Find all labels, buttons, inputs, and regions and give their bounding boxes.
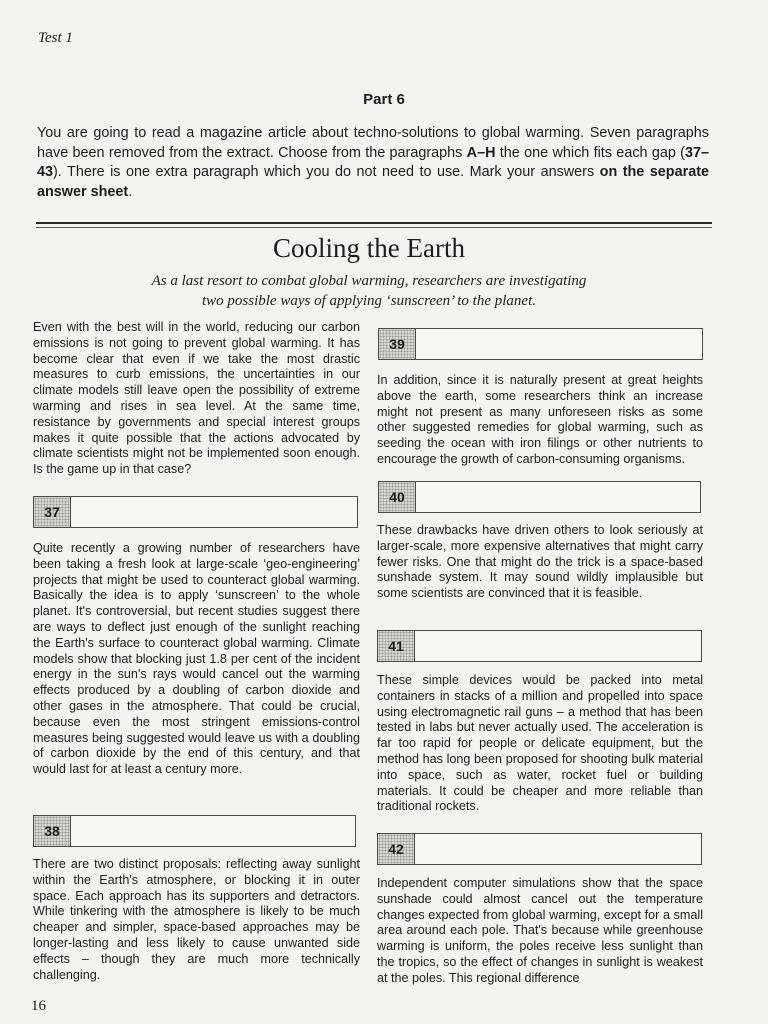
answer-gap-42[interactable] <box>377 833 702 865</box>
paragraph-range: A–H <box>466 144 496 161</box>
gap-number: 38 <box>34 816 71 846</box>
article-column-left <box>33 320 360 478</box>
article-paragraph: In addition, since it is naturally present at great heights above the earth, some researchers think an increase might not present as many unforeseen risks as some other suggested remedies for global warming, such as seeding the ocean with iron filings or other nutrients to encourage the growth of carbon-consuming organisms. <box>377 373 703 466</box>
article-paragraph: Even with the best will in the world, reducing our carbon emissions is not going to prevent global warming. It has become clear that even if we take the most drastic measures to curb emissions, the uncertainties in our climate models still leave open the possibility of extreme warming and rises in sea level. At the same time, resistance by governments and special interest groups makes it quite possible that the actions advocated by climate scientists might not be implemented soon enough. Is the game up in that case? <box>33 320 360 477</box>
answer-gap-38[interactable] <box>33 815 356 847</box>
answer-sheet-note: on the separate answer sheet <box>37 164 709 200</box>
answer-gap-41[interactable] <box>377 630 702 662</box>
article-column-right <box>377 673 703 815</box>
article-paragraph: Independent computer simulations show that the space sunshade could almost cancel out the temperature changes expected from global warming, except for a small area around each pole. That's because while greenhouse warming is uniform, the poles receive less sunlight than the tropics, so the effect of changes in sunlight is weakest at the poles. This regional difference <box>377 876 703 985</box>
standfirst-line: two possible ways of applying ‘sunscreen’ to the planet. <box>202 293 536 309</box>
article-paragraph: There are two distinct proposals: reflecting away sunlight within the Earth's atmosphere, or blocking it in outer space. Each approach has its supporters and detractors. While tinkering with the atmosphere is likely to be much cheaper and simpler, space-based approaches may be longer-lasting and less likely to cause unwanted side effects – though they are much more technically challenging. <box>33 857 360 982</box>
gap-number: 40 <box>379 482 416 512</box>
instructions-text: . <box>128 183 133 200</box>
gap-number: 42 <box>378 834 415 864</box>
running-head: Test 1 <box>38 30 73 46</box>
divider-rule <box>36 222 712 224</box>
article-column-right <box>377 876 703 987</box>
page-number: 16 <box>31 998 46 1014</box>
part-title: Part 6 <box>363 91 405 108</box>
article-title: Cooling the Earth <box>273 233 465 263</box>
gap-number: 39 <box>379 329 416 359</box>
article-paragraph: These simple devices would be packed into metal containers in stacks of a million and propelled into space using electromagnetic rail guns – a method that has been tested in labs but never actually used. The acceleration is far too rapid for people or delicate equipment, but the method has long been proposed for shooting bulk material into space, such as water, rocket fuel or building materials. It could be cheaper and more reliable than traditional rockets. <box>377 673 703 814</box>
answer-gap-40[interactable] <box>378 481 701 513</box>
divider-rule <box>36 227 712 228</box>
standfirst-line: As a last resort to combat global warming, researchers are investigating <box>151 273 587 289</box>
answer-gap-37[interactable] <box>33 496 358 528</box>
gap-number: 41 <box>378 631 415 661</box>
answer-gap-39[interactable] <box>378 328 703 360</box>
article-paragraph: These drawbacks have driven others to look seriously at larger-scale, more expensive alternatives that might carry fewer risks. One that might do the trick is a space-based sunshade system. It may sound wildly implausible but some scientists are convinced that it is feasible. <box>377 523 703 601</box>
article-column-right <box>377 523 703 602</box>
gap-range: 37–43 <box>37 144 709 180</box>
instructions-text: the one which fits each gap ( <box>495 144 685 161</box>
article-column-right <box>377 373 703 468</box>
article-column-left <box>33 541 360 778</box>
article-column-left <box>33 857 360 983</box>
instructions-text: ). There is one extra paragraph which you do not need to use. Mark your answers <box>53 164 600 180</box>
gap-number: 37 <box>34 497 71 527</box>
article-paragraph: Quite recently a growing number of researchers have been taking a fresh look at large-scale ‘geo-engineering’ projects that might be used to counteract global warming. Basically the idea is to apply ‘sunscreen’ to the whole planet. It's controversial, but recent studies suggest there are ways to deflect just enough of the sunlight reaching the Earth's surface to counteract global warming. Climate models show that blocking just 1.8 per cent of the incident energy in the sun's rays would cancel out the warming effects produced by a doubling of carbon dioxide and other gases in the atmosphere. That could be crucial, because even the most stringent emissions-control measures being suggested would leave us with a doubling of carbon dioxide by the end of this century, and that would last for at least a century more. <box>33 541 360 777</box>
instructions-text: You are going to read a magazine article about techno-solutions to global warming. Seven paragraphs have been removed from the extract. Choose from the paragraphs <box>37 125 709 161</box>
task-instructions <box>37 124 709 202</box>
article-standfirst <box>0 271 738 311</box>
